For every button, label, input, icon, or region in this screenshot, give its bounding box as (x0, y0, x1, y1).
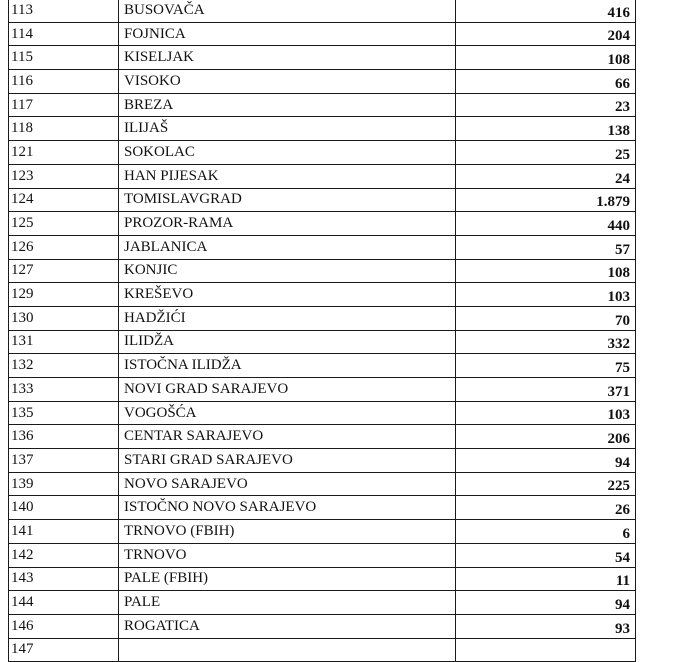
count-value: 94 (456, 449, 636, 473)
table-row (9, 638, 636, 662)
table-row (9, 212, 636, 236)
count-value: 70 (456, 306, 636, 330)
count-value: 204 (456, 22, 636, 46)
municipality-name: KONJIC (119, 259, 456, 283)
municipality-name: KREŠEVO (119, 283, 456, 307)
municipality-code: 139 (9, 472, 119, 496)
table-row (9, 330, 636, 354)
municipality-name: PALE (119, 591, 456, 615)
municipality-name: ILIJAŠ (119, 117, 456, 141)
municipality-code: 117 (9, 93, 119, 117)
table-row (9, 93, 636, 117)
municipality-code: 127 (9, 259, 119, 283)
municipality-name: KISELJAK (119, 46, 456, 70)
municipality-name (119, 638, 456, 662)
municipality-code: 130 (9, 306, 119, 330)
count-value: 103 (456, 401, 636, 425)
count-value: 25 (456, 141, 636, 165)
count-value: 103 (456, 283, 636, 307)
count-value: 66 (456, 70, 636, 94)
municipality-code: 136 (9, 425, 119, 449)
municipality-code: 126 (9, 235, 119, 259)
municipality-code: 144 (9, 591, 119, 615)
table-row (9, 472, 636, 496)
table-row (9, 141, 636, 165)
count-value: 26 (456, 496, 636, 520)
table-row (9, 164, 636, 188)
municipality-code: 113 (9, 0, 119, 22)
municipality-name: ISTOČNA ILIDŽA (119, 354, 456, 378)
municipality-table (8, 0, 636, 662)
table-row (9, 283, 636, 307)
municipality-name: TRNOVO (FBIH) (119, 520, 456, 544)
municipality-code: 114 (9, 22, 119, 46)
municipality-code: 147 (9, 638, 119, 662)
table-row (9, 0, 636, 22)
count-value: 440 (456, 212, 636, 236)
municipality-code: 124 (9, 188, 119, 212)
municipality-name: HAN PIJESAK (119, 164, 456, 188)
table-row (9, 188, 636, 212)
municipality-code: 116 (9, 70, 119, 94)
table-row (9, 614, 636, 638)
table-row (9, 70, 636, 94)
table-row (9, 354, 636, 378)
table-row (9, 46, 636, 70)
municipality-code: 125 (9, 212, 119, 236)
municipality-code: 121 (9, 141, 119, 165)
count-value: 371 (456, 378, 636, 402)
count-value: 94 (456, 591, 636, 615)
count-value: 138 (456, 117, 636, 141)
municipality-name: BUSOVAČA (119, 0, 456, 22)
table-row (9, 425, 636, 449)
table-row (9, 22, 636, 46)
table-row (9, 117, 636, 141)
count-value: 108 (456, 259, 636, 283)
count-value: 57 (456, 235, 636, 259)
municipality-code: 141 (9, 520, 119, 544)
municipality-code: 142 (9, 543, 119, 567)
municipality-code: 137 (9, 449, 119, 473)
count-value (456, 638, 636, 662)
table-row (9, 259, 636, 283)
count-value: 1.879 (456, 188, 636, 212)
municipality-name: VISOKO (119, 70, 456, 94)
municipality-code: 129 (9, 283, 119, 307)
municipality-code: 115 (9, 46, 119, 70)
municipality-code: 131 (9, 330, 119, 354)
table-body (9, 0, 636, 662)
municipality-code: 132 (9, 354, 119, 378)
municipality-name: ISTOČNO NOVO SARAJEVO (119, 496, 456, 520)
table-row (9, 449, 636, 473)
table-row (9, 567, 636, 591)
municipality-code: 143 (9, 567, 119, 591)
table-row (9, 543, 636, 567)
municipality-name: SOKOLAC (119, 141, 456, 165)
municipality-name: ILIDŽA (119, 330, 456, 354)
table-row (9, 496, 636, 520)
count-value: 416 (456, 0, 636, 22)
municipality-name: CENTAR SARAJEVO (119, 425, 456, 449)
municipality-code: 123 (9, 164, 119, 188)
count-value: 54 (456, 543, 636, 567)
table-row (9, 520, 636, 544)
municipality-code: 118 (9, 117, 119, 141)
municipality-name: PROZOR-RAMA (119, 212, 456, 236)
municipality-code: 135 (9, 401, 119, 425)
count-value: 24 (456, 164, 636, 188)
municipality-name: NOVO SARAJEVO (119, 472, 456, 496)
table-row (9, 235, 636, 259)
count-value: 6 (456, 520, 636, 544)
municipality-name: NOVI GRAD SARAJEVO (119, 378, 456, 402)
count-value: 23 (456, 93, 636, 117)
municipality-name: JABLANICA (119, 235, 456, 259)
municipality-code: 133 (9, 378, 119, 402)
municipality-name: TRNOVO (119, 543, 456, 567)
municipality-name: VOGOŠĆA (119, 401, 456, 425)
municipality-name: HADŽIĆI (119, 306, 456, 330)
count-value: 11 (456, 567, 636, 591)
count-value: 108 (456, 46, 636, 70)
municipality-name: PALE (FBIH) (119, 567, 456, 591)
count-value: 332 (456, 330, 636, 354)
table-row (9, 591, 636, 615)
count-value: 75 (456, 354, 636, 378)
municipality-name: FOJNICA (119, 22, 456, 46)
count-value: 206 (456, 425, 636, 449)
count-value: 93 (456, 614, 636, 638)
municipality-name: STARI GRAD SARAJEVO (119, 449, 456, 473)
municipality-code: 146 (9, 614, 119, 638)
table-row (9, 306, 636, 330)
municipality-code: 140 (9, 496, 119, 520)
table-row (9, 401, 636, 425)
count-value: 225 (456, 472, 636, 496)
municipality-name: ROGATICA (119, 614, 456, 638)
table-row (9, 378, 636, 402)
municipality-name: TOMISLAVGRAD (119, 188, 456, 212)
municipality-name: BREZA (119, 93, 456, 117)
